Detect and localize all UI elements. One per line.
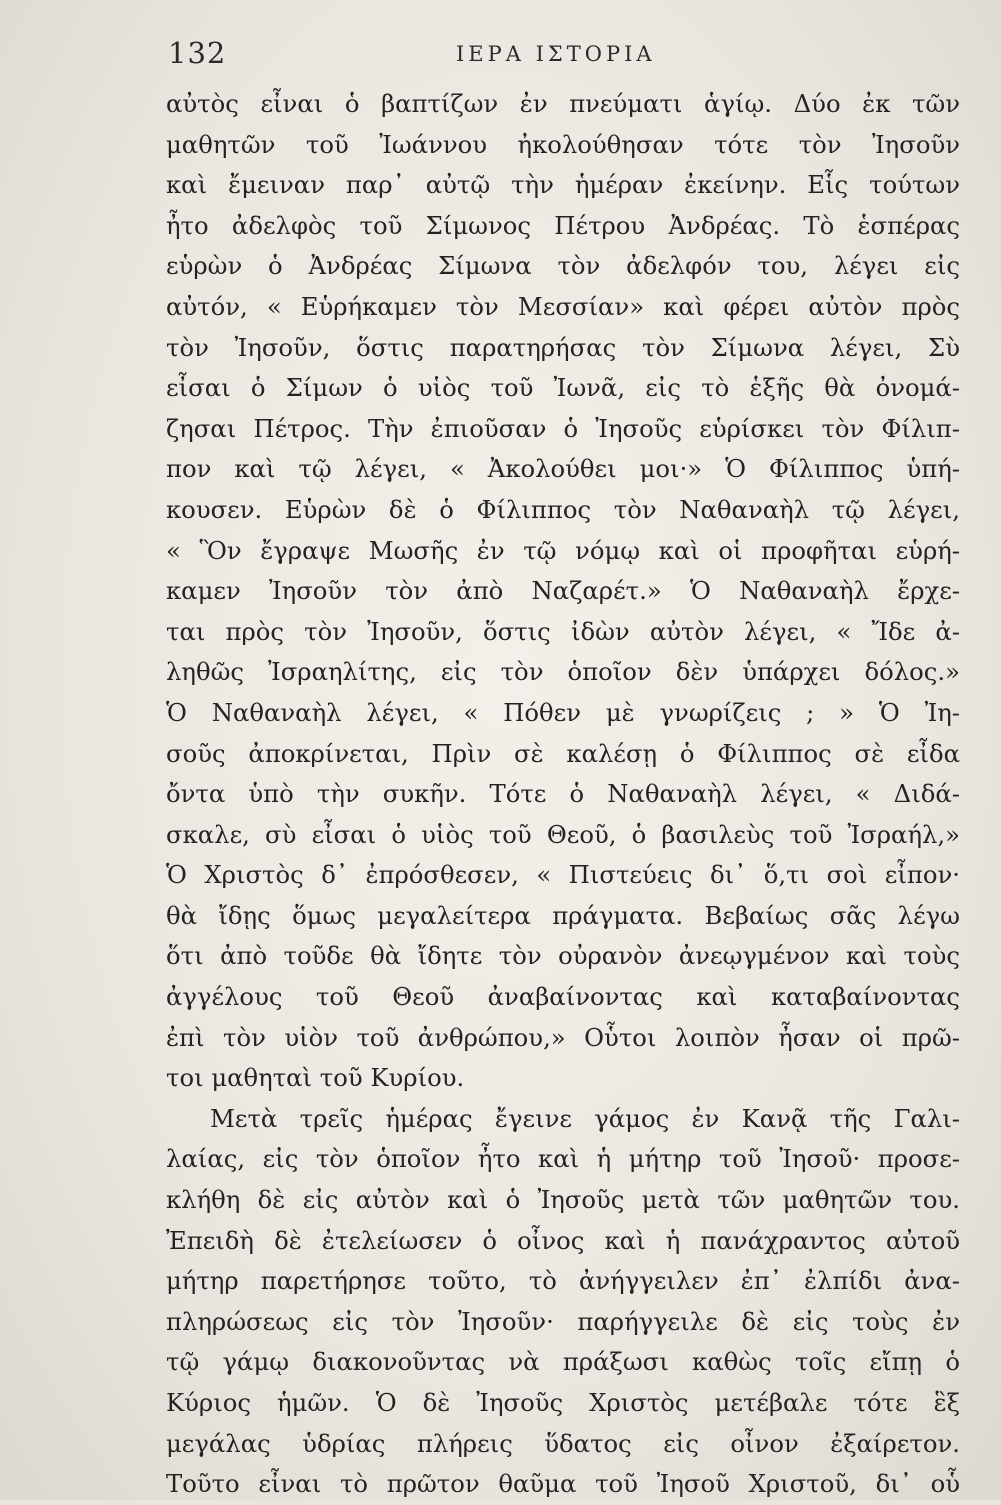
text-line: ἦτο ἀδελφὸς τοῦ Σίμωνος Πέτρου Ἀνδρέας. Τὸ ἑσπέρας — [166, 210, 960, 240]
text-line: Κύριος ἡμῶν. Ὁ δὲ Ἰησοῦς Χριστὸς μετέβαλε τότε ἓξ — [166, 1388, 960, 1417]
text-line: πληρώσεως εἰς τὸν Ἰησοῦν· παρήγγειλε δὲ εἰς τοὺς ἐν — [166, 1306, 960, 1336]
page-number: 132 — [168, 36, 227, 70]
text-line: πον καὶ τῷ λέγει, « Ἀκολούθει μοι·» Ὁ Φίλιππος ὑπή- — [166, 454, 960, 484]
page-header — [168, 36, 958, 80]
paragraph-first-line: Μετὰ τρεῖς ἡμέρας ἔγεινε γάμος ἐν Κανᾷ τῆς Γαλι- — [210, 1103, 960, 1133]
text-line: Τοῦτο εἶναι τὸ πρῶτον θαῦμα τοῦ Ἰησοῦ Χριστοῦ, δι᾽ οὗ — [166, 1469, 960, 1499]
text-line: ἐπὶ τὸν υἱὸν τοῦ ἀνθρώπου,» Οὗτοι λοιπὸν ἦσαν οἱ πρῶ- — [166, 1022, 960, 1052]
text-line: Ὁ Ναθαναὴλ λέγει, « Πόθεν μὲ γνωρίζεις ; » Ὁ Ἰη- — [166, 697, 960, 727]
text-line: Ἐπειδὴ δὲ ἐτελείωσεν ὁ οἶνος καὶ ἡ πανάχραντος αὐτοῦ — [166, 1225, 960, 1255]
text-line: μήτηρ παρετήρησε τοῦτο, τὸ ἀνήγγειλεν ἐπ᾽ ἐλπίδι ἀνα- — [166, 1266, 960, 1296]
text-line: αὐτόν, « Εὑρήκαμεν τὸν Μεσσίαν» καὶ φέρει αὐτὸν πρὸς — [166, 291, 960, 321]
text-line: κουσεν. Εὑρὼν δὲ ὁ Φίλιππος τὸν Ναθαναὴλ τῷ λέγει, — [166, 494, 960, 524]
text-line: λαίας, εἰς τὸν ὁποῖον ἦτο καὶ ἡ μήτηρ τοῦ Ἰησοῦ· προσε- — [166, 1144, 960, 1174]
text-line: τὸν Ἰησοῦν, ὅστις παρατηρήσας τὸν Σίμωνα λέγει, Σὺ — [166, 332, 960, 362]
text-line: καὶ ἔμειναν παρ᾽ αὐτῷ τὴν ἡμέραν ἐκείνην. Εἷς τούτων — [166, 170, 960, 200]
paragraph-last-line: τοι μαθηταὶ τοῦ Κυρίου. — [166, 1063, 465, 1093]
text-line: μεγάλας ὑδρίας πλήρεις ὕδατος εἰς οἶνον ἐξαίρετον. — [166, 1428, 960, 1458]
text-line: θὰ ἴδῃς ὅμως μεγαλείτερα πράγματα. Βεβαίως σᾶς λέγω — [166, 900, 960, 930]
text-line: μαθητῶν τοῦ Ἰωάννου ἠκολούθησαν τότε τὸν Ἰησοῦν — [166, 129, 960, 159]
text-line: Ὁ Χριστὸς δ᾽ ἐπρόσθεσεν, « Πιστεύεις δι᾽ ὅ,τι σοὶ εἶπον· — [166, 860, 960, 890]
text-line: σοῦς ἀποκρίνεται, Πρὶν σὲ καλέσῃ ὁ Φίλιππος σὲ εἶδα — [166, 738, 960, 768]
text-line: ἀγγέλους τοῦ Θεοῦ ἀναβαίνοντας καὶ καταβαίνοντας — [166, 982, 960, 1012]
text-line: ληθῶς Ἰσραηλίτης, εἰς τὸν ὁποῖον δὲν ὑπάρχει δόλος.» — [166, 657, 960, 687]
text-line: εἶσαι ὁ Σίμων ὁ υἱὸς τοῦ Ἰωνᾶ, εἰς τὸ ἑξῆς θὰ ὀνομά- — [166, 373, 960, 403]
text-line: ὄντα ὑπὸ τὴν συκῆν. Τότε ὁ Ναθαναὴλ λέγει, « Διδά- — [166, 779, 960, 809]
body-text — [166, 84, 960, 1505]
text-line: καμεν Ἰησοῦν τὸν ἀπὸ Ναζαρέτ.» Ὁ Ναθαναὴλ ἔρχε- — [166, 576, 960, 606]
text-line: αὐτὸς εἶναι ὁ βαπτίζων ἐν πνεύματι ἁγίῳ. Δύο ἐκ τῶν — [166, 89, 960, 118]
text-line: ὅτι ἀπὸ τοῦδε θὰ ἴδητε τὸν οὐρανὸν ἀνεῳγμένον καὶ τοὺς — [166, 941, 960, 971]
running-head: ΙΕΡΑ ΙΣΤΟΡΙΑ — [456, 42, 656, 66]
text-line: ται πρὸς τὸν Ἰησοῦν, ὅστις ἰδὼν αὐτὸν λέγει, « Ἴδε ἀ- — [166, 616, 960, 646]
text-line: « Ὃν ἔγραψε Μωσῆς ἐν τῷ νόμῳ καὶ οἱ προφῆται εὑρή- — [166, 535, 960, 565]
text-line: σκαλε, σὺ εἶσαι ὁ υἱὸς τοῦ Θεοῦ, ὁ βασιλεὺς τοῦ Ἰσραήλ,» — [166, 819, 960, 849]
text-line: εὑρὼν ὁ Ἀνδρέας Σίμωνα τὸν ἀδελφόν του, λέγει εἰς — [166, 251, 960, 281]
text-line: κλήθη δὲ εἰς αὐτὸν καὶ ὁ Ἰησοῦς μετὰ τῶν μαθητῶν του. — [166, 1185, 960, 1215]
text-line: ζησαι Πέτρος. Τὴν ἐπιοῦσαν ὁ Ἰησοῦς εὑρίσκει τὸν Φίλιπ- — [166, 413, 960, 443]
text-line: τῷ γάμῳ διακονοῦντας νὰ πράξωσι καθὼς τοῖς εἴπῃ ὁ — [166, 1347, 960, 1377]
